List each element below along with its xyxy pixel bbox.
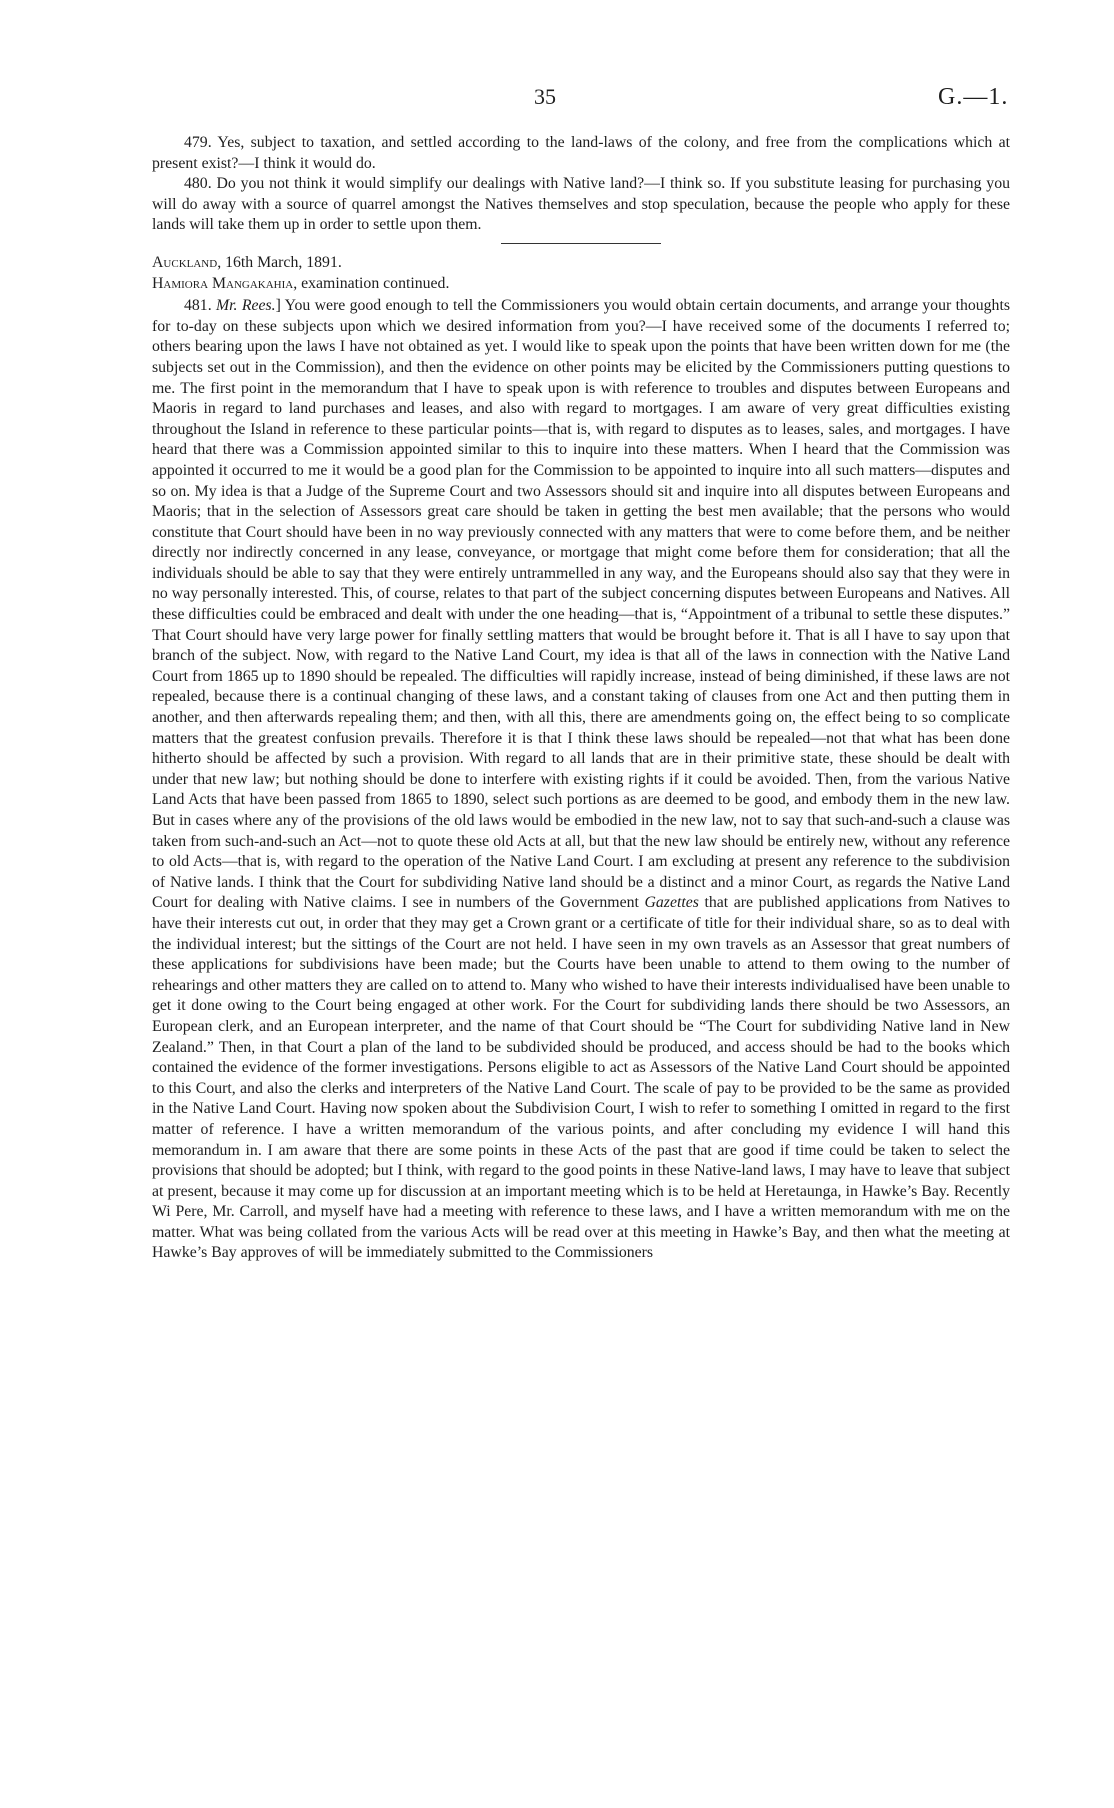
session-date: , 16th March, 1891. <box>217 253 342 271</box>
paper-reference: G.—1. <box>938 84 1009 110</box>
examiner-name: Mr. Rees. <box>216 297 276 315</box>
text-column <box>152 133 1010 1264</box>
answer-text: ] You were good enough to tell the Commissioners you would obtain certain documents, and arrange your thoughts for to-day on these subjects upon which we desired information from you?—I have received some of the documents I referred to; others bearing upon the laws I have not obtained as yet. I would like to speak upon the points that have been written down for me (the subjects set out in the Commission), and then the evidence on other points may be elicited by the Commissioners putting questions to me. The first point in the memorandum that I have to speak upon is with reference to troubles and disputes between Europeans and Maoris in regard to land purchases and leases, and also with regard to mortgages. I am aware of very great difficulties existing throughout the Island in reference to these particular points—that is, with regard to disputes as to leases, sales, and mortgages. I have heard that there was a Commission appointed similar to this to inquire into these matters. When I heard that the Commission was appointed it occurred to me it would be a good plan for the Commission to be appointed to inquire into all such matters—disputes and so on. My idea is that a Judge of the Supreme Court and two Assessors should sit and inquire into all disputes between Europeans and Maoris; that in the selection of Assessors great care should be taken in getting the best men available; that the persons who would constitute that Court should have been in no way previously connected with any matters that were to come before them, and be neither directly nor indirectly concerned in any lease, conveyance, or mortgage that might come before them for consideration; that all the individuals should be able to say that they were entirely untrammelled in any way, and the Europeans should also say that they were in no way personally interested. This, of course, relates to that part of the subject concerning disputes between Europeans and Natives. All these difficulties could be embraced and dealt with under the one heading—that is, “Appointment of a tribunal to settle these disputes.” That Court should have very large power for finally settling matters that would be brought before it. That is all I have to say upon that branch of the subject. Now, with regard to the Native Land Court, my idea is that all of the laws in connection with the Native Land Court from 1865 up to 1890 should be repealed. The difficulties will rapidly increase, instead of being diminished, if these laws are not repealed, because there is a continual changing of these laws, and a constant taking of clauses from one Act and then putting them in another, and then afterwards repealing them; and then, with all this, there are amendments going on, the effect being to so complicate matters that the greatest confusion prevails. Therefore it is that I think these laws should be repealed—not that what has been done hitherto should be affected by such a provision. With regard to all lands that are in their primitive state, these should be dealt with under that new law; but nothing should be done to interfere with existing rights if it could be avoided. Then, from the various Native Land Acts that have been passed from 1865 to 1890, select such portions as are deemed to be good, and embody them in the new law. But in cases where any of the provisions of the old laws would be embodied in the new law, not to say that such-and-such a clause was taken from such-and-such an Act—not to quote these old Acts at all, but that the new law should be entirely new, without any reference to old Acts—that is, with regard to the operation of the Native Land Court. I am excluding at present any reference to the subdivision of Native lands. I think that the Court for subdividing Native land should be a distinct and a minor Court, as regards the Native Land Court for dealing with Native claims. I see in numbers of the Government <box>152 297 1010 912</box>
page-number: 35 <box>534 84 556 109</box>
witness-line <box>152 274 1010 295</box>
answer-480 <box>152 174 1010 236</box>
question-number: 479. <box>184 134 212 151</box>
witness-note: , examination continued. <box>293 274 450 292</box>
answer-481 <box>152 296 1010 1264</box>
question-number: 481. <box>184 297 212 315</box>
gazettes-word: Gazettes <box>644 894 699 912</box>
witness-name: Hamiora Mangakahia <box>152 274 294 292</box>
section-divider <box>501 243 661 244</box>
session-place: Auckland <box>152 253 218 271</box>
answer-479 <box>152 133 1010 174</box>
answer-text: Do you not think it would simplify our dealings with Native land?—I think so. If you substitute leasing for purchasing you will do away with a source of quarrel amongst the Natives themselves and stop speculation, because the people who apply for these lands will take them up in order to settle upon them. <box>152 175 1010 234</box>
answer-text-continued: that are published applications from Natives to have their interests cut out, in order that they may get a Crown grant or a certificate of title for their individual share, so as to deal with the individual interest; but the sittings of the Court are not held. I have seen in my own travels as an Assessor that great numbers of these applications for subdivisions have been made; but the Courts have been unable to attend to them owing to the number of rehearings and other matters they are called on to attend to. Many who wished to have their interests individualised have been unable to get it done owing to the Court being engaged at other work. For the Court for subdividing lands there should be two Assessors, an European clerk, and an European interpreter, and the name of that Court should be “The Court for subdividing Native land in New Zealand.” Then, in that Court a plan of the land to be subdivided should be produced, and access should be had to the books which contained the evidence of the former investigations. Persons eligible to act as Assessors of the Native Land Court should be appointed to this Court, and also the clerks and interpreters of the Native Land Court. The scale of pay to be provided to be the same as provided in the Native Land Court. Having now spoken about the Subdivision Court, I wish to refer to something I omitted in regard to the first matter of reference. I have a written memorandum of the various points, and after concluding my evidence I will hand this memorandum in. I am aware that there are some points in these Acts of the past that are good if time could be taken to select the provisions that should be adopted; but I think, with regard to the good points in these Native-land laws, I may have to leave that subject at present, because it may come up for discussion at an important meeting which is to be held at Heretaunga, in Hawke’s Bay. Recently Wi Pere, Mr. Carroll, and myself have had a meeting with reference to these laws, and I have a written memorandum with me on the matter. What was being collated from the various Acts will be read over at this meeting in Hawke’s Bay, and then what the meeting at Hawke’s Bay approves of will be immediately submitted to the Commissioners <box>152 894 1010 1262</box>
session-dateline <box>152 253 1010 274</box>
question-number: 480. <box>184 175 212 193</box>
answer-text: Yes, subject to taxation, and settled according to the land-laws of the colony, and free from the complications which at present exist?—I think it would do. <box>152 134 1010 172</box>
